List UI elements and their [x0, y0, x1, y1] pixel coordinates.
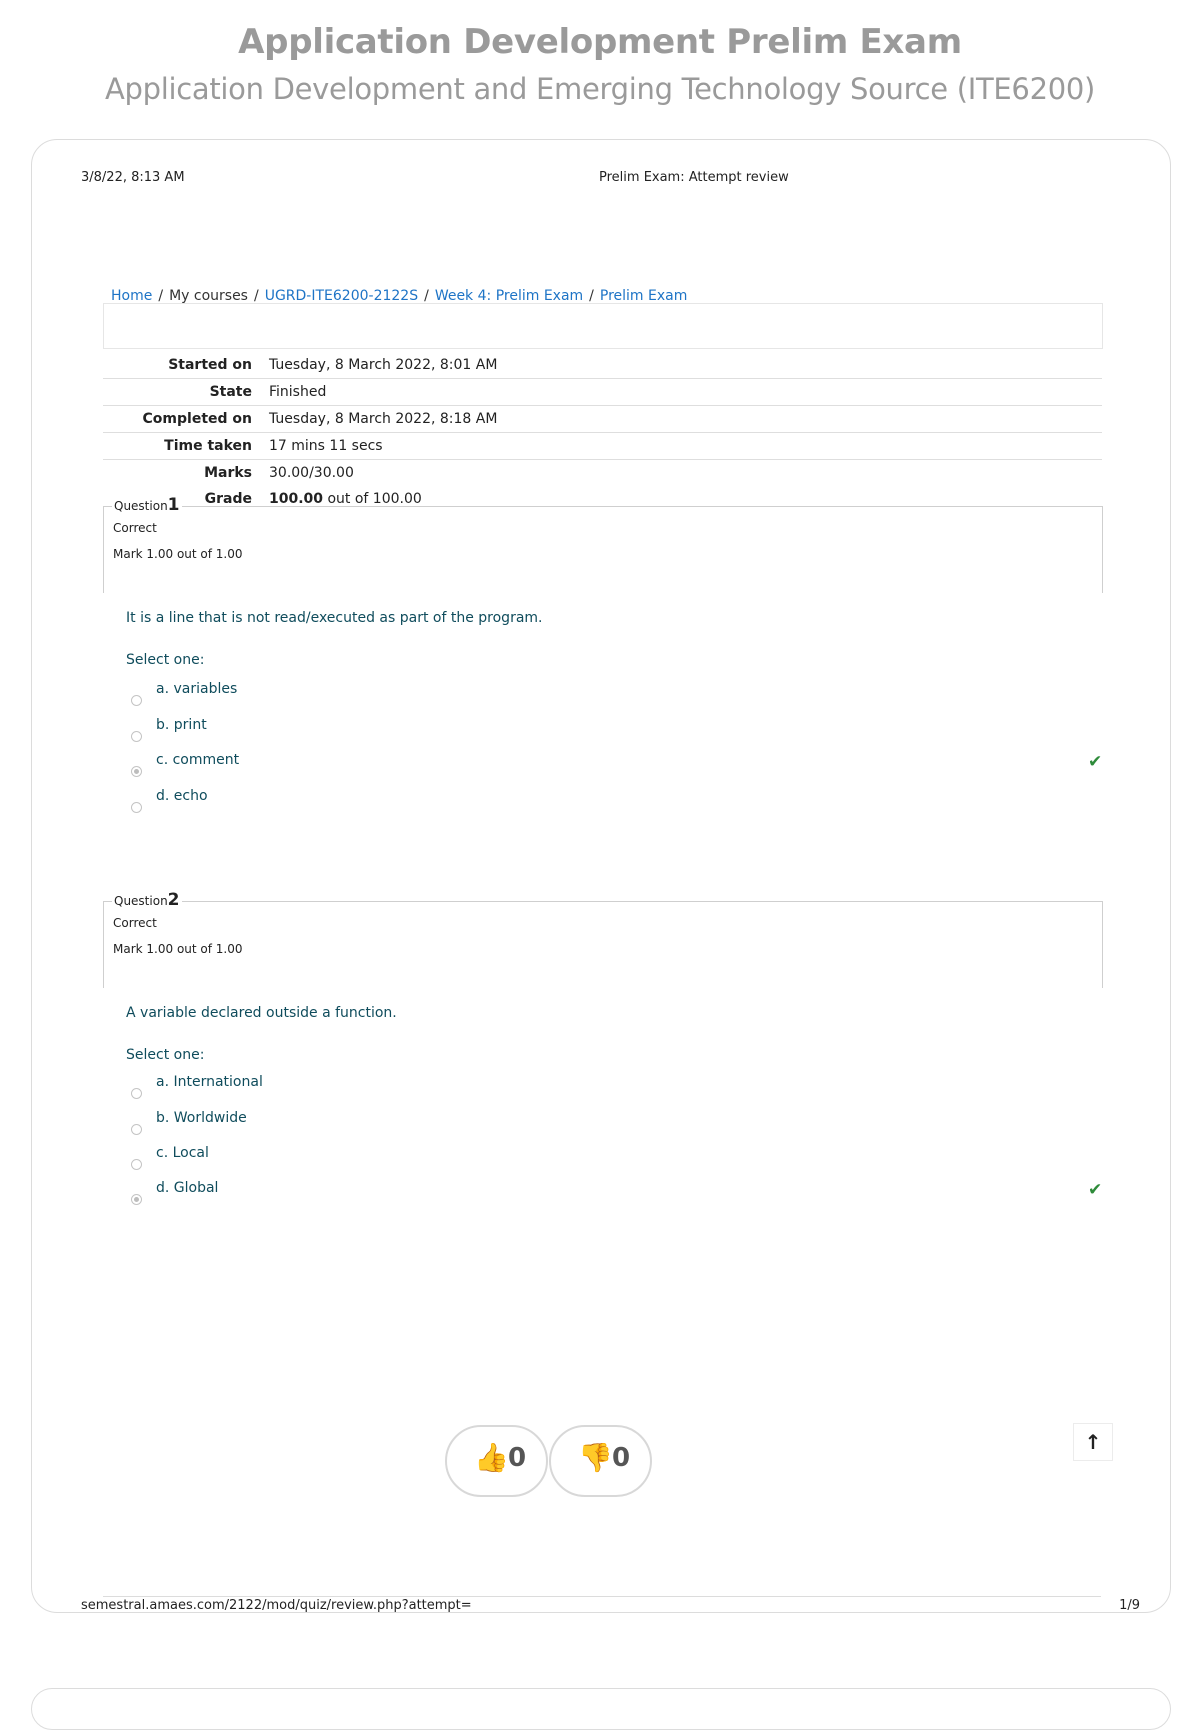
summary-row [103, 352, 1102, 379]
next-document-page [31, 1688, 1171, 1730]
scroll-to-top-button[interactable] [1073, 1423, 1113, 1461]
summary-row [103, 406, 1102, 433]
answer-option[interactable] [126, 788, 1106, 818]
radio-button[interactable] [131, 1124, 142, 1135]
question-mark: Mark 1.00 out of 1.00 [113, 942, 243, 956]
breadcrumb [111, 288, 687, 304]
question-label-text: Question [114, 499, 168, 513]
question-number: 1 [167, 495, 180, 515]
grade-value: 100.00 [269, 491, 324, 507]
answer-option-label: a. variables [156, 681, 238, 697]
radio-button[interactable] [131, 695, 142, 706]
answer-option[interactable] [126, 681, 1106, 711]
document-subtitle: Application Development and Emerging Technology Source (ITE6200) [104, 72, 1096, 106]
breadcrumb-course-link[interactable]: UGRD-ITE6200-2122S [264, 288, 419, 304]
question-text: It is a line that is not read/executed as part of the program. [126, 610, 543, 626]
question-label [112, 495, 182, 515]
summary-value [269, 491, 422, 507]
summary-label: State [209, 384, 252, 400]
answer-option-label: b. Worldwide [156, 1110, 247, 1126]
print-header-datetime: 3/8/22, 8:13 AM [81, 170, 185, 185]
radio-button-checked[interactable] [131, 766, 142, 777]
summary-label: Completed on [142, 411, 252, 427]
breadcrumb-week-link[interactable]: Week 4: Prelim Exam [434, 288, 584, 304]
radio-button[interactable] [131, 731, 142, 742]
answer-option-label: d. echo [156, 788, 208, 804]
question-number: 2 [167, 890, 180, 910]
print-footer-url: semestral.amaes.com/2122/mod/quiz/review.php?attempt= [81, 1598, 472, 1613]
arrow-up-icon: ↑ [1084, 1430, 1102, 1454]
question-label-text: Question [114, 894, 168, 908]
question-mark: Mark 1.00 out of 1.00 [113, 547, 243, 561]
question-info-box [103, 890, 1103, 988]
answer-option-label: a. International [156, 1074, 263, 1090]
answer-option[interactable] [126, 717, 1106, 747]
check-icon: ✔ [1088, 1180, 1103, 1200]
downvote-button[interactable] [549, 1425, 652, 1497]
document-title: Application Development Prelim Exam [238, 22, 962, 62]
summary-row [103, 379, 1102, 406]
radio-button-checked[interactable] [131, 1194, 142, 1205]
print-header-title: Prelim Exam: Attempt review [599, 170, 789, 185]
breadcrumb-home-link[interactable]: Home [111, 288, 153, 304]
summary-row [103, 460, 1102, 486]
downvote-count: 0 [612, 1443, 631, 1473]
summary-label: Marks [204, 465, 252, 481]
summary-value: Finished [269, 384, 327, 400]
question-label [112, 890, 182, 910]
answer-option-label: c. comment [156, 752, 240, 768]
print-footer-page-number: 1/9 [1119, 1598, 1140, 1613]
summary-value: 30.00/30.00 [269, 465, 354, 481]
check-icon: ✔ [1088, 752, 1103, 772]
question-text: A variable declared outside a function. [126, 1005, 397, 1021]
breadcrumb-separator: / [158, 288, 164, 304]
thumbs-down-icon: 👎 [578, 1441, 613, 1474]
answer-option-label: b. print [156, 717, 207, 733]
summary-label: Time taken [164, 438, 252, 454]
summary-label: Grade [204, 491, 252, 507]
radio-button[interactable] [131, 1159, 142, 1170]
summary-value: Tuesday, 8 March 2022, 8:01 AM [269, 357, 498, 373]
select-one-prompt: Select one: [126, 1047, 205, 1063]
upvote-button[interactable] [445, 1425, 548, 1497]
answer-option[interactable] [126, 1074, 1106, 1104]
select-one-prompt: Select one: [126, 652, 205, 668]
summary-value: Tuesday, 8 March 2022, 8:18 AM [269, 411, 498, 427]
summary-label: Started on [168, 357, 252, 373]
answer-option-label: c. Local [156, 1145, 209, 1161]
document-page [31, 139, 1171, 1613]
thumbs-up-icon: 👍 [474, 1441, 509, 1474]
answer-option-label: d. Global [156, 1180, 219, 1196]
answer-option[interactable] [126, 1145, 1106, 1175]
answer-option-selected[interactable] [126, 1180, 1106, 1210]
question-state: Correct [113, 521, 157, 535]
upvote-count: 0 [508, 1443, 527, 1473]
breadcrumb-my-courses: My courses [169, 288, 248, 304]
summary-value: 17 mins 11 secs [269, 438, 383, 454]
summary-row [103, 433, 1102, 460]
attempt-summary-table [103, 352, 1102, 512]
breadcrumb-panel [103, 303, 1103, 349]
breadcrumb-separator: / [424, 288, 429, 304]
answer-option[interactable] [126, 1110, 1106, 1140]
answer-option-selected[interactable] [126, 752, 1106, 782]
radio-button[interactable] [131, 802, 142, 813]
breadcrumb-separator: / [253, 288, 259, 304]
question-state: Correct [113, 916, 157, 930]
footer-divider [103, 1596, 1101, 1597]
radio-button[interactable] [131, 1088, 142, 1099]
grade-out-of: out of 100.00 [327, 491, 422, 507]
breadcrumb-quiz-link[interactable]: Prelim Exam [599, 288, 688, 304]
breadcrumb-separator: / [589, 288, 594, 304]
